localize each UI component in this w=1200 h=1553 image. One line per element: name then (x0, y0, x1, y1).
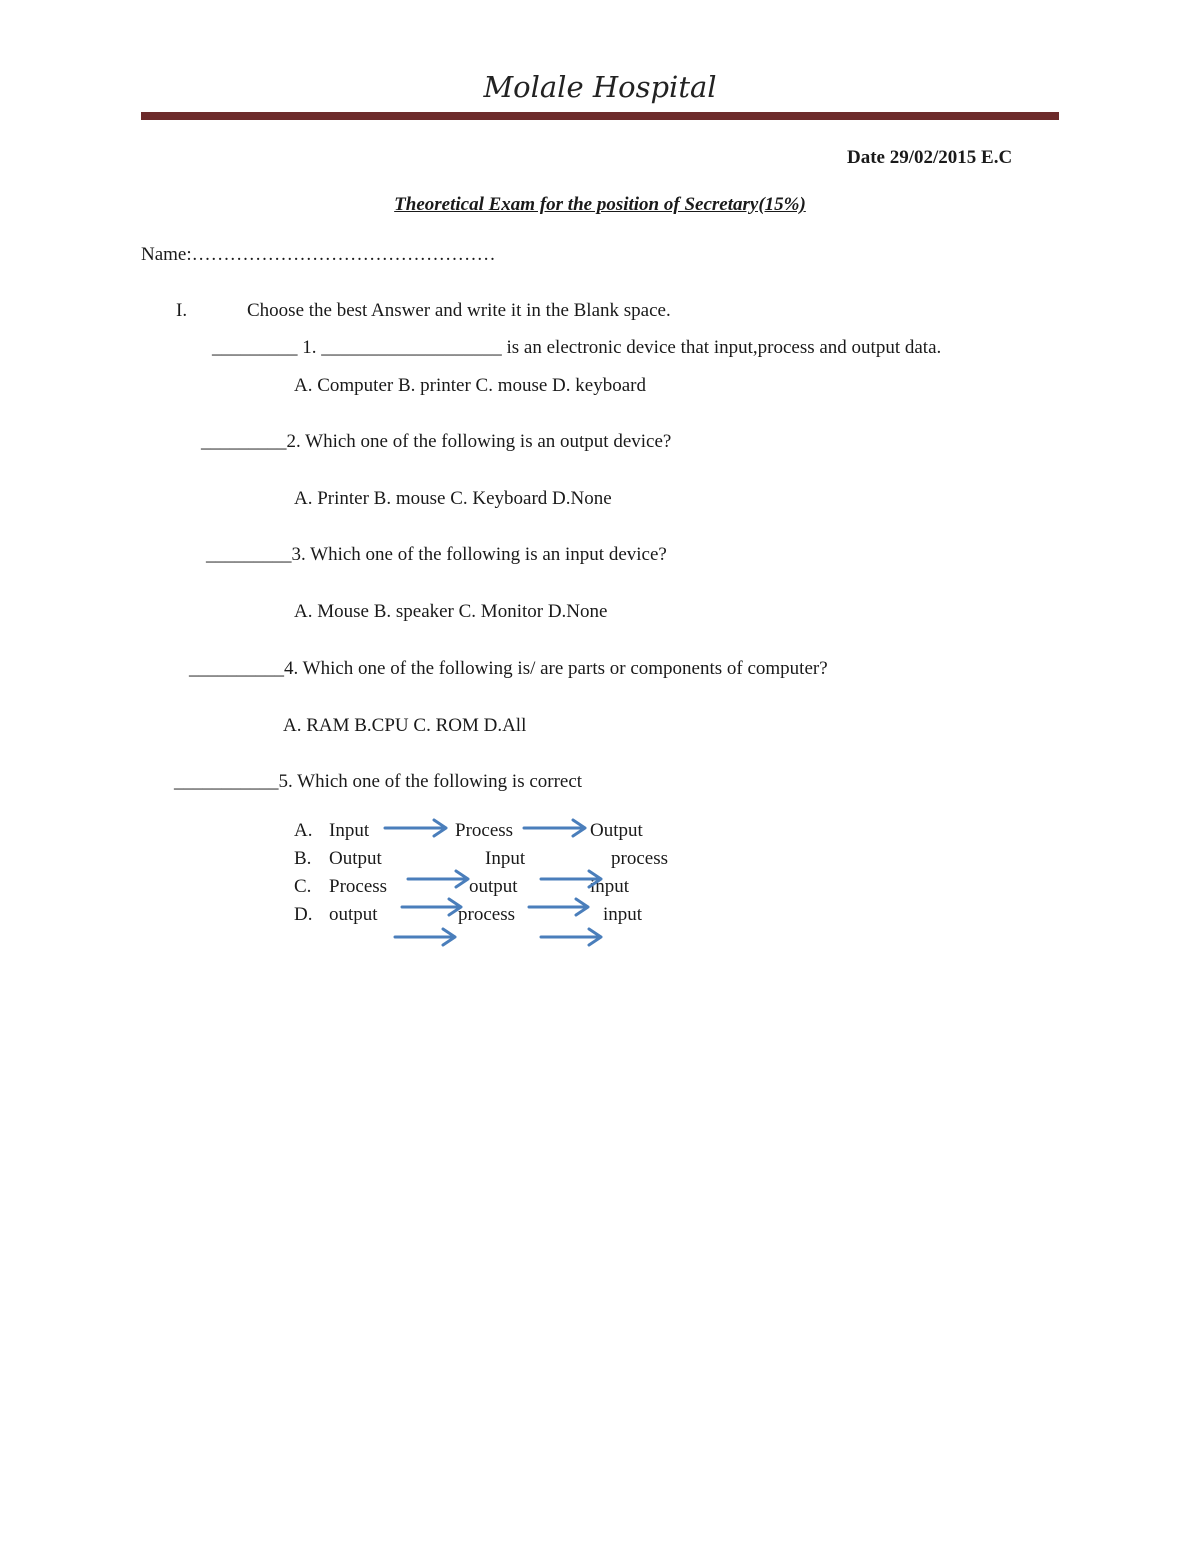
question-4-text: 4. Which one of the following is/ are parts or components of computer? (284, 658, 828, 679)
exam-date: Date 29/02/2015 E.C (847, 147, 1013, 168)
right-arrow-icon (541, 871, 601, 887)
hospital-name: Molale Hospital (483, 70, 717, 104)
answer-blank-5[interactable]: ___________5. Which one of the following is correct (174, 771, 583, 792)
choice-b-second: Input (485, 848, 526, 869)
section-instruction: Choose the best Answer and write it in the Blank space. (247, 300, 671, 321)
choice-a-first: Input (329, 820, 370, 841)
choice-a-second: Process (455, 820, 514, 841)
right-arrow-icon (541, 929, 601, 945)
choice-d-first: output (329, 904, 378, 925)
question-4-options: A. RAM B.CPU C. ROM D.All (283, 715, 527, 736)
question-1-options: A. Computer B. printer C. mouse D. keyboard (294, 375, 646, 396)
choice-c-first: Process (329, 876, 388, 897)
right-arrow-icon (385, 820, 446, 836)
question-1-text: 1. ___________________ is an electronic device that input,process and output data. (297, 337, 942, 358)
choice-a-third: Output (590, 820, 643, 841)
question-5-text: 5. Which one of the following is correct (278, 771, 583, 792)
question-3-text: 3. Which one of the following is an input device? (291, 544, 667, 565)
question-3-options: A. Mouse B. speaker C. Monitor D.None (294, 601, 608, 622)
choice-b-letter: B. (294, 848, 312, 869)
choice-d-third: input (603, 904, 643, 925)
choice-d-second: process (458, 904, 515, 925)
question-2-options: A. Printer B. mouse C. Keyboard D.None (294, 488, 612, 509)
answer-blank-3[interactable]: _________3. Which one of the following is an input device? (206, 544, 667, 565)
exam-title: Theoretical Exam for the position of Secretary(15%) (394, 194, 806, 215)
question-2-text: 2. Which one of the following is an output device? (286, 431, 672, 452)
choice-c-second: output (469, 876, 518, 897)
choice-a-letter: A. (294, 820, 313, 841)
choice-c-letter: C. (294, 876, 312, 897)
choice-b-first: Output (329, 848, 382, 869)
right-arrow-icon (524, 820, 585, 836)
answer-blank-4[interactable]: __________4. Which one of the following is/ are parts or components of computer? (189, 658, 828, 679)
choice-b-third: process (611, 848, 668, 869)
section-numeral: I. (176, 300, 188, 321)
name-line: Name:………………………………………… (141, 244, 496, 265)
right-arrow-icon (402, 899, 461, 915)
choice-d-letter: D. (294, 904, 313, 925)
choice-c-third: input (590, 876, 630, 897)
right-arrow-icon (408, 871, 468, 887)
answer-blank-1[interactable]: _________ 1. ___________________ is an electronic device that input,process and output data. (212, 337, 942, 358)
right-arrow-icon (529, 899, 588, 915)
right-arrow-icon (395, 929, 455, 945)
answer-blank-2[interactable]: _________2. Which one of the following is an output device? (201, 431, 672, 452)
